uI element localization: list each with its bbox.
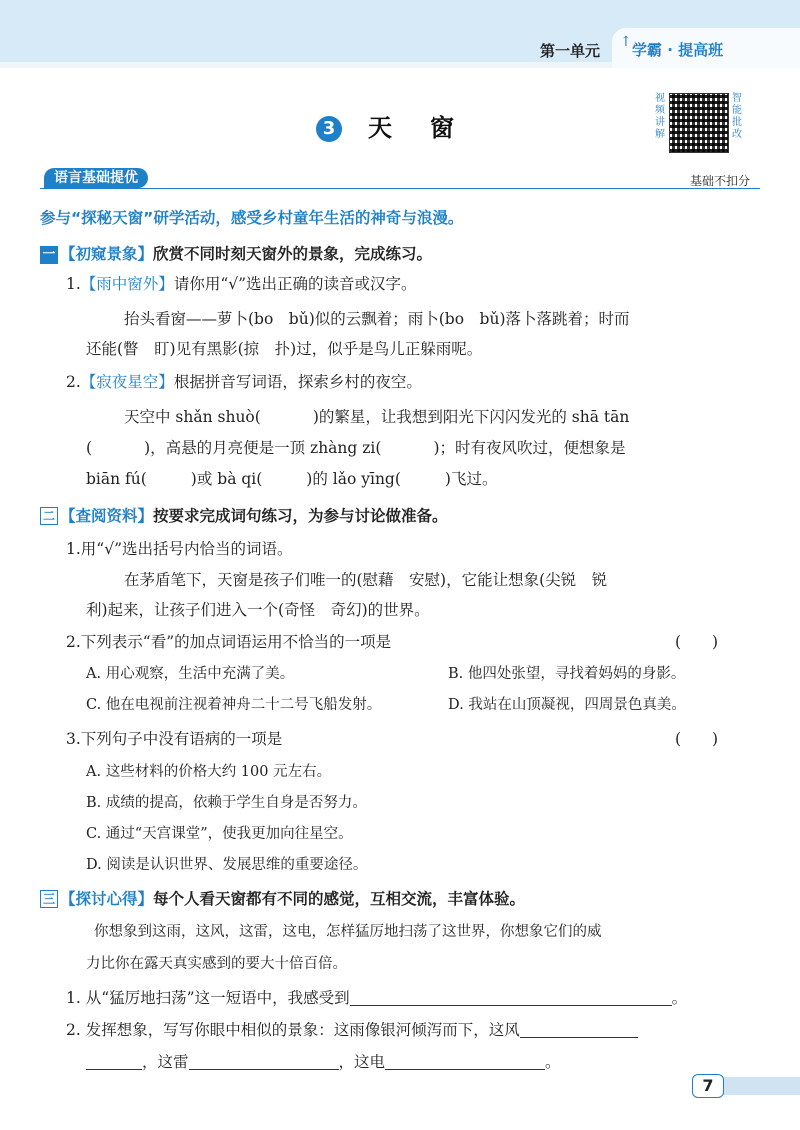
q2-line2: ( )，高悬的月亮便是一顶 zhàng zi( )；时有夜风吹过，便想象是 xyxy=(86,439,626,457)
q2-line1: 天空中 shǎn shuò( )的繁星，让我想到阳光下闪闪发光的 shā tān xyxy=(124,408,630,426)
lesson-title-text: 天窗 xyxy=(368,114,492,142)
part2-label: 【查阅资料】 xyxy=(60,507,154,525)
part3-heading xyxy=(40,887,525,909)
p2q3-option-b: B. 成绩的提高，依赖于学生自身是否努力。 xyxy=(86,795,367,811)
section-label: 语言基础提优 xyxy=(44,168,148,188)
p2q3-option-d: D. 阅读是认识世界、发展思维的重要途径。 xyxy=(86,857,368,873)
part3-label: 【探讨心得】 xyxy=(60,890,154,908)
p2q2-option-c: C. 他在电视前注视着神舟二十二号飞船发射。 xyxy=(86,697,382,713)
q1-line1: 抬头看窗——萝卜(bo bǔ)似的云飘着；雨卜(bo bǔ)落卜落跳着；时而 xyxy=(124,310,630,328)
p3-q2-line1: 2. 发挥想象，写写你眼中相似的景象：这雨像银河倾泻而下，这风 xyxy=(66,1018,638,1040)
p3-q1: 1. 从“猛厉地扫荡”这一短语中，我感受到 。 xyxy=(66,989,688,1007)
p2q3-answer[interactable]: ( ) xyxy=(675,730,719,748)
p2q2-option-a: A. 用心观察，生活中充满了美。 xyxy=(86,666,295,682)
intro-text: 参与“探秘天窗”研学活动，感受乡村童年生活的神奇与浪漫。 xyxy=(40,209,464,227)
section-note: 基础不扣分 xyxy=(689,174,750,188)
p2q3-option-c: C. 通过“天宫课堂”，使我更加向往星空。 xyxy=(86,826,353,842)
unit-label: 第一单元 xyxy=(540,42,601,60)
part1-heading xyxy=(40,242,432,264)
answer-blank[interactable] xyxy=(520,1021,638,1038)
qr-left-label: 视频讲解 xyxy=(655,93,665,140)
p3-passage-line1: 你想象到这雨，这风，这雷，这电，怎样猛厉地扫荡了这世界，你想象它们的威 xyxy=(94,924,602,940)
answer-blank[interactable] xyxy=(350,989,672,1006)
p2q3-option-a: A. 这些材料的价格大约 100 元左右。 xyxy=(86,764,332,780)
brand-label: 学霸 · 提高班 xyxy=(632,41,724,59)
p2q2-stem: 2.下列表示“看”的加点词语运用不恰当的一项是 xyxy=(66,633,392,651)
answer-blank[interactable] xyxy=(86,1053,142,1070)
qr-right-label: 智能批改 xyxy=(732,93,742,140)
part2-heading xyxy=(40,504,448,526)
answer-blank[interactable] xyxy=(385,1053,545,1070)
p2q2-answer[interactable]: ( ) xyxy=(675,633,719,651)
arrow-icon: ↑ xyxy=(620,34,632,50)
part3-tag: 三 xyxy=(40,890,58,908)
answer-blank[interactable] xyxy=(189,1053,339,1070)
p2q1-line1: 在茅盾笔下，天窗是孩子们唯一的(慰藉 安慰)，它能让想象(尖锐 锐 xyxy=(124,571,608,589)
p2q1-line2: 利)起来，让孩子们进入一个(奇怪 奇幻)的世界。 xyxy=(86,601,430,619)
part1-tag: 一 xyxy=(40,246,58,264)
part3-text: 每个人看天窗都有不同的感觉，互相交流，丰富体验。 xyxy=(153,890,526,908)
lesson-number: 3 xyxy=(316,116,342,142)
part1-label: 【初窥景象】 xyxy=(60,245,154,263)
q2-stem: 2.【寂夜星空】根据拼音写词语，探索乡村的夜空。 xyxy=(66,373,422,391)
p2q1-stem: 1.用“√”选出括号内恰当的词语。 xyxy=(66,540,293,558)
p2q3-stem: 3.下列句子中没有语病的一项是 xyxy=(66,730,283,748)
q2-line3: biān fú( )或 bà qi( )的 lǎo yīng( )飞过。 xyxy=(86,470,498,488)
part1-text: 欣赏不同时刻天窗外的景象，完成练习。 xyxy=(153,245,433,263)
q1-line2: 还能(瞥 盯)见有黑影(掠 扑)过，似乎是鸟儿正躲雨呢。 xyxy=(86,340,483,358)
part2-text: 按要求完成词句练习，为参与讨论做准备。 xyxy=(153,507,448,525)
page-number: 7 xyxy=(692,1074,724,1098)
p2q2-option-d: D. 我站在山顶凝视，四周景色真美。 xyxy=(448,697,686,713)
p2q2-option-b: B. 他四处张望，寻找着妈妈的身影。 xyxy=(448,666,686,682)
part2-tag: 二 xyxy=(40,507,58,525)
p3-passage-line2: 力比你在露天真实感到的要大十倍百倍。 xyxy=(86,956,347,972)
p3-q2-line2: ，这雷 ，这电 。 xyxy=(86,1050,561,1072)
q1-stem: 1.【雨中窗外】请你用“√”选出正确的读音或汉字。 xyxy=(66,275,417,293)
